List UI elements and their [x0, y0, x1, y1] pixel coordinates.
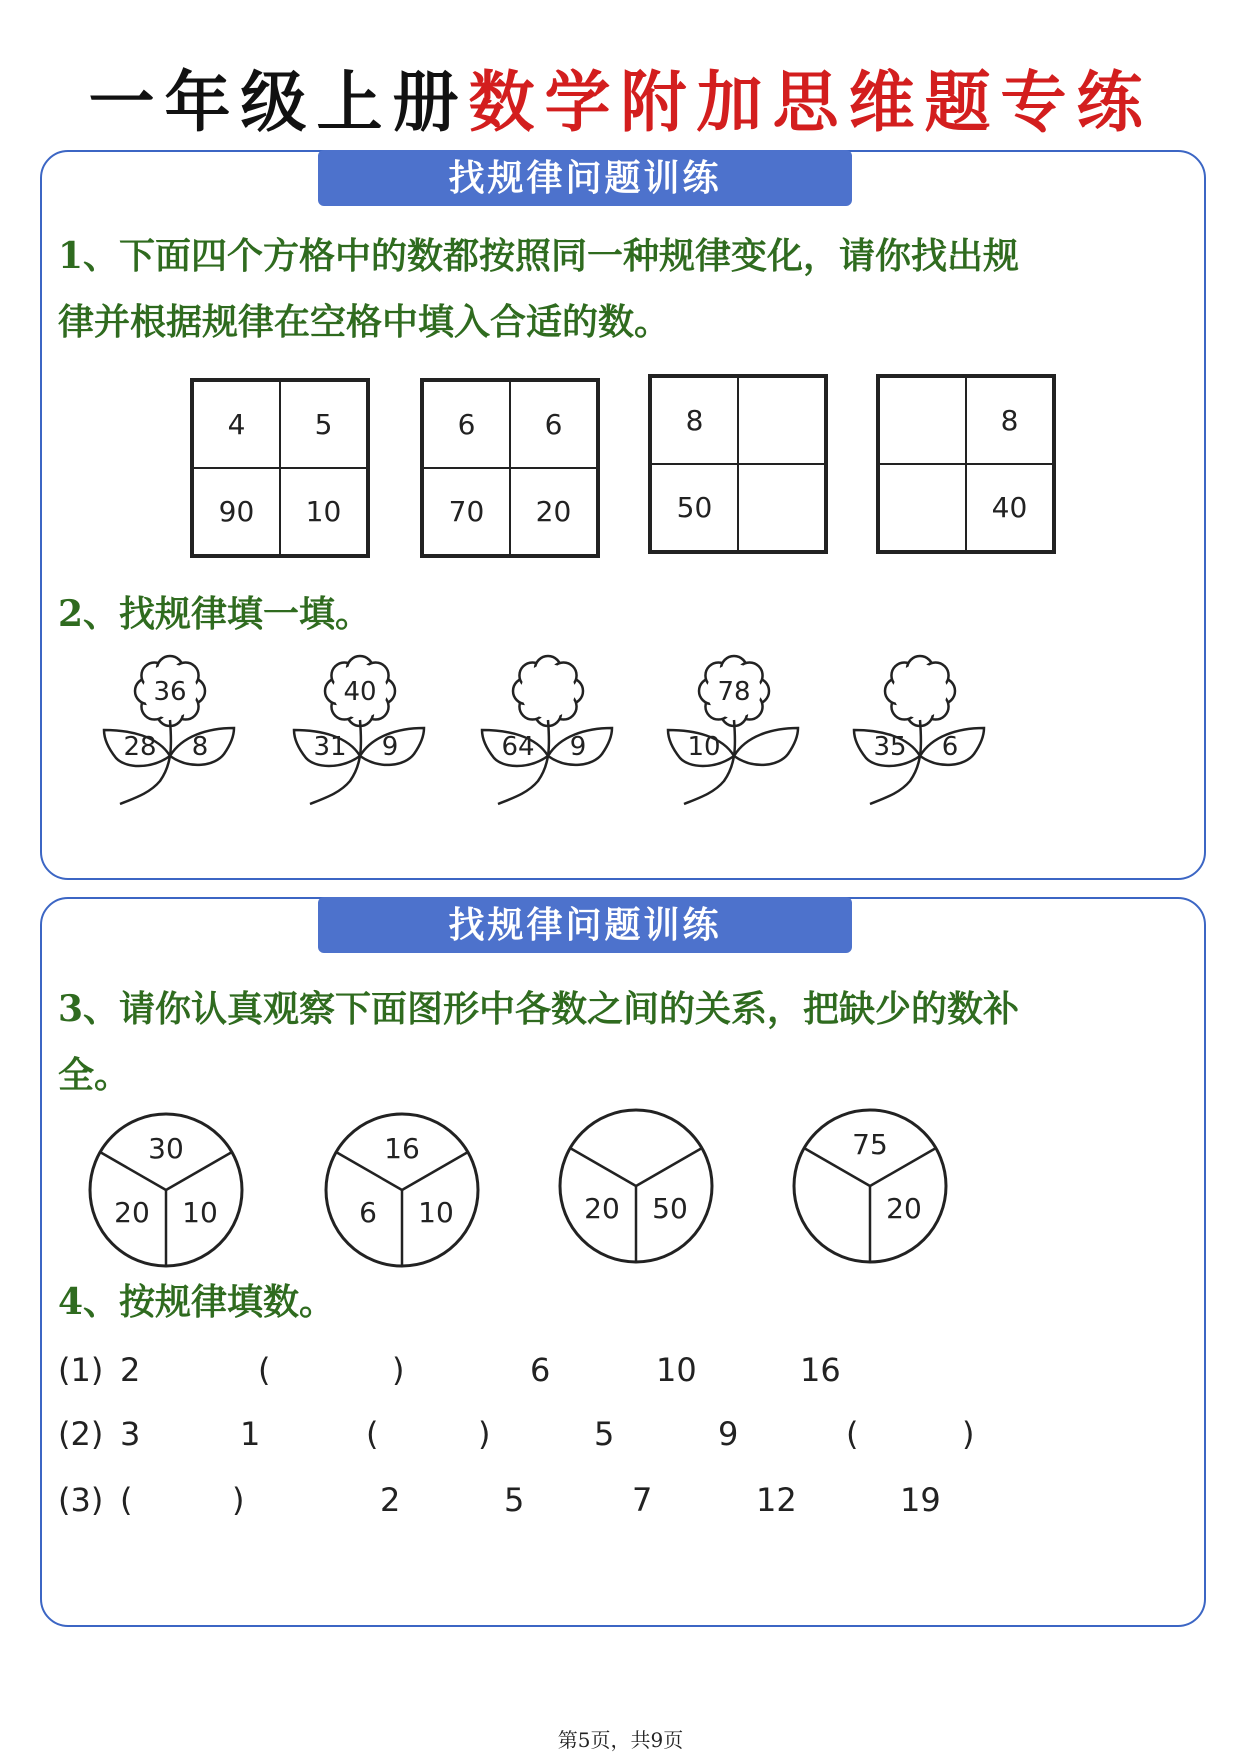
- grid-blank-cell[interactable]: [879, 377, 966, 464]
- wheel-right-number: 10: [182, 1196, 218, 1229]
- sequence-label: (1): [58, 1351, 104, 1389]
- grid-blank-cell[interactable]: [738, 464, 825, 551]
- answer-blank-paren[interactable]: (: [258, 1351, 271, 1389]
- number-grid: [190, 378, 370, 558]
- grid-blank-cell[interactable]: [738, 377, 825, 464]
- wheel-left-number: 20: [114, 1196, 150, 1229]
- number-grid: [648, 374, 828, 554]
- question-2: 2、找规律填一填。: [58, 593, 372, 635]
- sequence-number: 6: [530, 1351, 551, 1389]
- answer-blank-paren[interactable]: (: [120, 1481, 133, 1519]
- page-footer: 第5页，共9页: [557, 1728, 684, 1752]
- sequence-number: 12: [756, 1481, 797, 1519]
- title-grade: 一年级上册: [88, 63, 469, 141]
- sequence-number: 1: [240, 1415, 261, 1453]
- question-3-line-1: 3、请你认真观察下面图形中各数之间的关系，把缺少的数补: [58, 988, 1020, 1030]
- leaf-left-number: 35: [873, 732, 907, 762]
- right-leaf: [734, 728, 798, 765]
- sequence-number: 10: [656, 1351, 697, 1389]
- flower-figure: [478, 646, 618, 806]
- sequence-number: 2: [120, 1351, 141, 1389]
- sequence-number: 2: [380, 1481, 401, 1519]
- grid-cell: 4: [193, 381, 280, 468]
- number-wheel: [790, 1106, 950, 1266]
- wheel-top-number: 30: [148, 1132, 184, 1165]
- sequence-number: 7: [632, 1481, 653, 1519]
- flower-figure: [850, 646, 990, 806]
- leaf-right-number: 9: [569, 732, 587, 762]
- grid-cell: 10: [280, 468, 367, 555]
- answer-blank-paren[interactable]: ): [232, 1481, 245, 1519]
- grid-cell: 5: [280, 381, 367, 468]
- wheel-right-number: 50: [652, 1192, 688, 1225]
- grid-cell: 8: [651, 377, 738, 464]
- grid-cell: 40: [966, 464, 1053, 551]
- question-1-line-1: 1、下面四个方格中的数都按照同一种规律变化，请你找出规: [58, 235, 1020, 277]
- sequence-label: (2): [58, 1415, 104, 1453]
- sequence-number: 9: [718, 1415, 739, 1453]
- wheel-top-number: 16: [384, 1132, 420, 1165]
- leaf-left-number: 64: [501, 732, 535, 762]
- wheel-right-number: 10: [418, 1196, 454, 1229]
- question-1-line-2: 律并根据规律在空格中填入合适的数。: [58, 301, 671, 343]
- page-title: [0, 62, 1241, 142]
- flower-head: [885, 656, 955, 726]
- leaf-left-number: 28: [123, 732, 157, 762]
- flower-top-number: 36: [153, 677, 187, 707]
- wheel-left-number: 20: [584, 1192, 620, 1225]
- grid-cell: 20: [510, 468, 597, 555]
- leaf-left-number: 10: [687, 732, 721, 762]
- wheel-top-number: 75: [852, 1128, 888, 1161]
- leaf-right-number: 8: [191, 732, 209, 762]
- section-1-banner: 找规律问题训练: [318, 150, 852, 206]
- flower-figure: [664, 646, 804, 806]
- grid-cell: 90: [193, 468, 280, 555]
- leaf-left-number: 31: [313, 732, 347, 762]
- wheel-right-number: 20: [886, 1192, 922, 1225]
- flower-head: [513, 656, 583, 726]
- number-wheel: [86, 1110, 246, 1270]
- answer-blank-paren[interactable]: (: [846, 1415, 859, 1453]
- grid-cell: 6: [510, 381, 597, 468]
- sequence-number: 3: [120, 1415, 141, 1453]
- grid-cell: 50: [651, 464, 738, 551]
- leaf-right-number: 9: [381, 732, 399, 762]
- sequence-number: 16: [800, 1351, 841, 1389]
- answer-blank-paren[interactable]: ): [392, 1351, 405, 1389]
- flower-top-number: 40: [343, 677, 377, 707]
- sequence-number: 5: [594, 1415, 615, 1453]
- grid-cell: 70: [423, 468, 510, 555]
- flower-figure: [100, 646, 240, 806]
- number-wheel: [556, 1106, 716, 1266]
- sequence-number: 5: [504, 1481, 525, 1519]
- number-wheel: [322, 1110, 482, 1270]
- number-grid: [420, 378, 600, 558]
- sequence-number: 19: [900, 1481, 941, 1519]
- flower-figure: [290, 646, 430, 806]
- answer-blank-paren[interactable]: ): [478, 1415, 491, 1453]
- sequence-label: (3): [58, 1481, 104, 1519]
- number-grid: [876, 374, 1056, 554]
- answer-blank-paren[interactable]: (: [366, 1415, 379, 1453]
- leaf-right-number: 6: [941, 732, 959, 762]
- grid-cell: 8: [966, 377, 1053, 464]
- grid-blank-cell[interactable]: [879, 464, 966, 551]
- wheel-left-number: 6: [359, 1196, 377, 1229]
- title-topic: 数学附加思维题专练: [468, 63, 1153, 141]
- question-4: 4、按规律填数。: [58, 1281, 336, 1323]
- section-2-banner: 找规律问题训练: [318, 897, 852, 953]
- answer-blank-paren[interactable]: ): [962, 1415, 975, 1453]
- question-3-line-2: 全。: [58, 1054, 131, 1096]
- grid-cell: 6: [423, 381, 510, 468]
- flower-top-number: 78: [717, 677, 751, 707]
